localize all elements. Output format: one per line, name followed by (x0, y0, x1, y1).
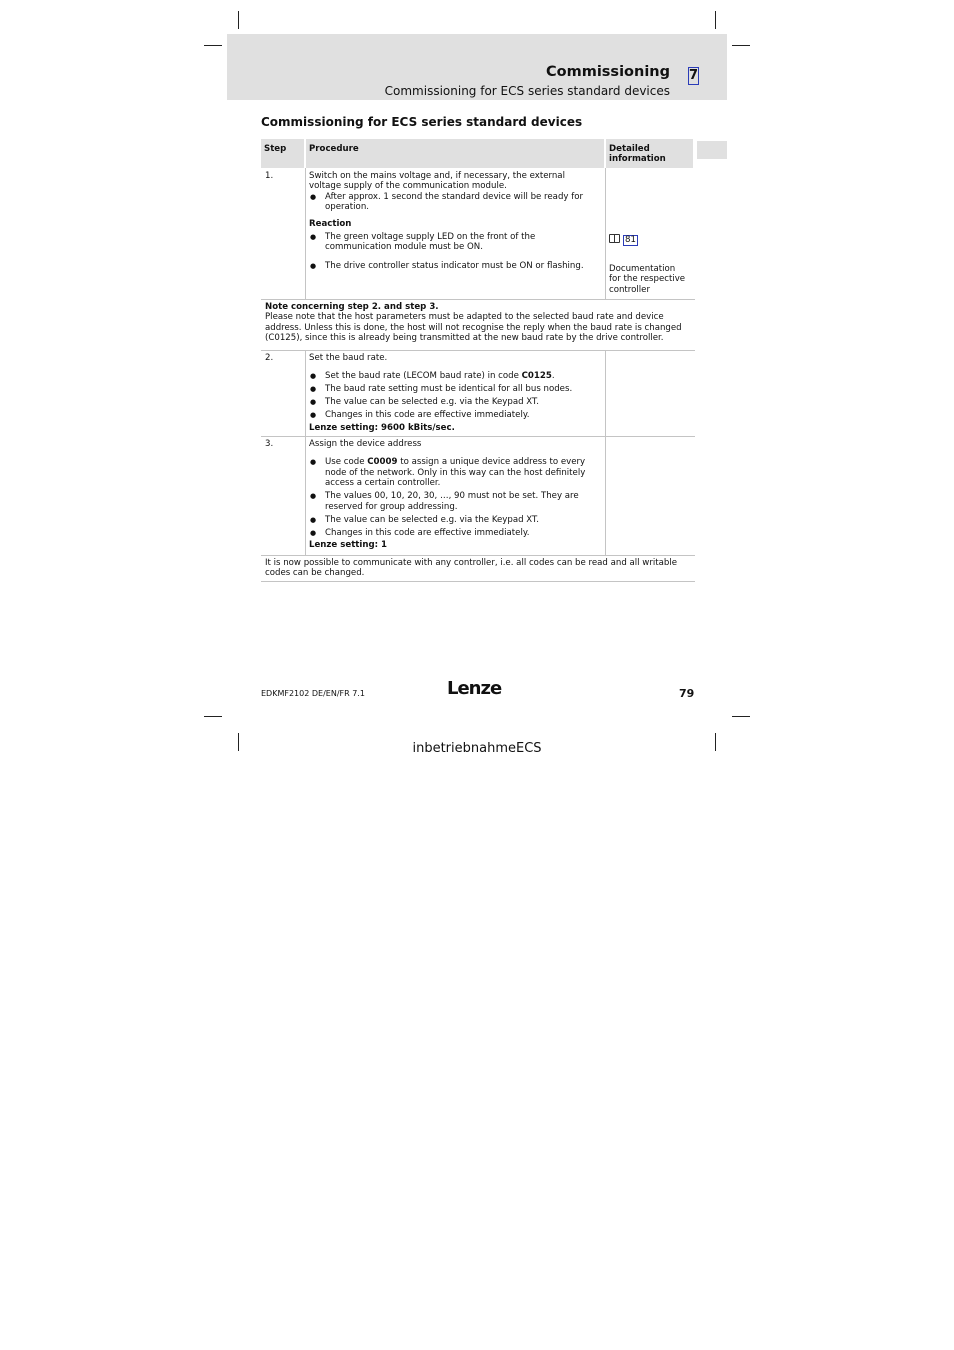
document-code: EDKMF2102 DE/EN/FR 7.1 (261, 689, 365, 698)
column-divider (605, 350, 606, 555)
row-divider (261, 299, 695, 300)
crop-mark (715, 11, 716, 29)
bottom-caption: inbetriebnahmeECS (412, 741, 542, 756)
list-item: ● Changes in this code are effective immediately. (309, 528, 599, 538)
step3-procedure (309, 439, 599, 550)
list-item: ● The green voltage supply LED on the front of the communication module must be ON. (309, 232, 599, 253)
section-heading: Commissioning for ECS series standard devices (261, 115, 583, 129)
book-icon (609, 234, 620, 243)
lenze-setting: Lenze setting: 9600 kBits/sec. (309, 422, 455, 433)
list-item: ● The values 00, 10, 20, 30, …, 90 must not be set. They are reserved for group addressing. (309, 491, 599, 512)
list-item: ● After approx. 1 second the standard device will be ready for operation. (309, 192, 599, 213)
row-divider (261, 581, 695, 582)
list-item: ● Use code C0009 to assign a unique device address to every node of the network. Only in this way can the host definitely access a certain controller. (309, 457, 599, 488)
crop-mark (204, 45, 222, 46)
note-text: Please note that the host parameters must be adapted to the selected baud rate and device address. Unless this is done, the host will not recognise the reply when the baud rate is changed (C0125), since this is already being transmitted at the new baud rate by the drive controller. (265, 312, 682, 344)
page-reference (609, 234, 638, 246)
note-block (265, 302, 693, 344)
lenze-logo: Lenze (447, 678, 502, 699)
row-divider (261, 350, 695, 351)
row-divider (261, 555, 695, 556)
step2-intro: Set the baud rate. (309, 353, 388, 363)
crop-mark (238, 11, 239, 29)
column-divider (605, 168, 606, 299)
crop-mark (732, 716, 750, 717)
crop-mark (732, 45, 750, 46)
reaction-label: Reaction (309, 218, 352, 229)
page-number: 79 (679, 687, 695, 700)
list-item: ● Changes in this code are effective immediately. (309, 410, 599, 420)
list-item: ● The baud rate setting must be identical for all bus nodes. (309, 384, 599, 394)
list-item: ● The value can be selected e.g. via the Keypad XT. (309, 515, 599, 525)
column-header-detailed-information: Detailed information (606, 139, 693, 168)
chapter-number-link[interactable]: 7 (689, 68, 699, 83)
row-divider (261, 436, 695, 437)
chapter-subtitle: Commissioning for ECS series standard devices (384, 84, 670, 98)
step2-procedure (309, 353, 599, 433)
column-divider (305, 168, 306, 299)
chapter-title: Commissioning (546, 64, 670, 80)
step-number: 3. (265, 439, 274, 449)
step1-intro: Switch on the mains voltage and, if necessary, the external voltage supply of the communication module. (309, 171, 565, 192)
page-reference-link[interactable]: 81 (625, 235, 636, 245)
lenze-setting: Lenze setting: 1 (309, 540, 388, 551)
step-number: 2. (265, 353, 274, 363)
column-header-step: Step (261, 139, 304, 168)
detail-documentation: Documentation for the respective controller (609, 264, 686, 295)
list-item: ● The value can be selected e.g. via the Keypad XT. (309, 397, 599, 407)
crop-mark (204, 716, 222, 717)
closing-text: It is now possible to communicate with any controller, i.e. all codes can be read and all writable codes can be changed. (265, 558, 678, 579)
step-number: 1. (265, 171, 274, 181)
column-header-procedure: Procedure (306, 139, 604, 168)
side-tab (697, 141, 727, 159)
note-title: Note concerning step 2. and step 3. (265, 302, 439, 312)
column-divider (305, 350, 306, 555)
list-item: ● Set the baud rate (LECOM baud rate) in code C0125. (309, 371, 599, 381)
step3-intro: Assign the device address (309, 439, 422, 449)
list-item: ● The drive controller status indicator must be ON or flashing. (309, 261, 599, 271)
step1-procedure (309, 171, 599, 271)
